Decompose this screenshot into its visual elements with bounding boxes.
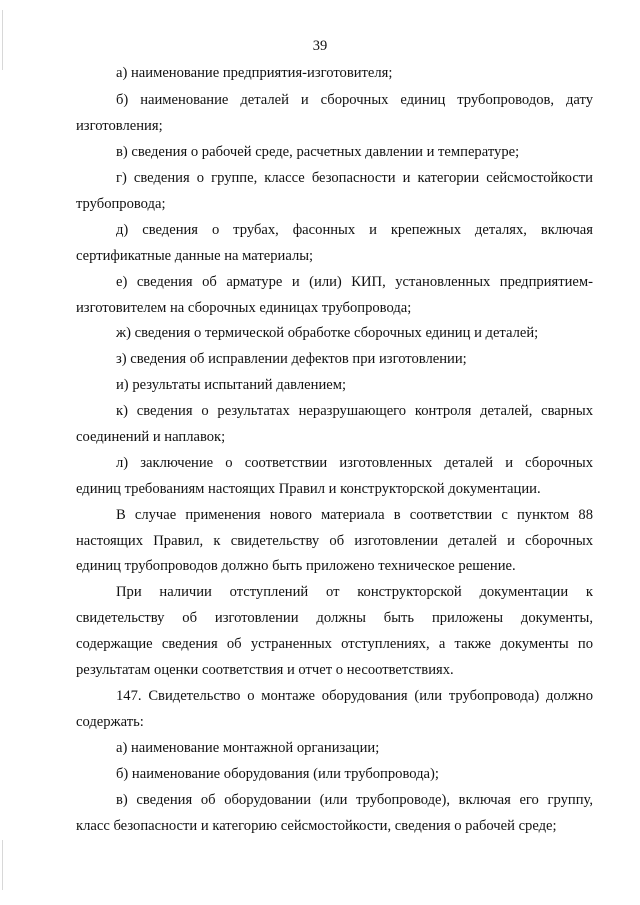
text-line: содержащие сведения об устраненных отступлениях, а также документы по — [76, 636, 593, 652]
text-line: д) сведения о трубах, фасонных и крепежных деталях, включая — [116, 222, 593, 238]
text-line: г) сведения о группе, классе безопасности и категории сейсмостойкости — [116, 170, 593, 186]
text-line: а) наименование предприятия-изготовителя; — [116, 65, 393, 81]
text-line: свидетельству об изготовлении должны быть приложены документы, — [76, 610, 593, 626]
text-line: 147. Свидетельство о монтаже оборудования (или трубопровода) должно — [116, 688, 593, 704]
text-line: е) сведения об арматуре и (или) КИП, установленных предприятием- — [116, 274, 593, 290]
text-line: сертификатные данные на материалы; — [76, 248, 314, 264]
text-line: результатам оценки соответствия и отчет о несоответствиях. — [76, 662, 454, 678]
text-line: изготовителем на сборочных единицах трубопровода; — [76, 300, 412, 316]
text-line: изготовления; — [76, 118, 163, 134]
text-line: б) наименование деталей и сборочных единиц трубопроводов, дату — [116, 92, 593, 108]
text-line: к) сведения о результатах неразрушающего контроля деталей, сварных — [116, 403, 593, 419]
text-line: содержать: — [76, 714, 144, 730]
text-line: настоящих Правил, к свидетельству об изготовлении деталей и сборочных — [76, 533, 593, 549]
text-line: в) сведения об оборудовании (или трубопроводе), включая его группу, — [116, 792, 593, 808]
text-line: трубопровода; — [76, 196, 166, 212]
scan-margin-line — [2, 840, 3, 890]
text-line: б) наименование оборудования (или трубопровода); — [116, 766, 439, 782]
text-line: а) наименование монтажной организации; — [116, 740, 380, 756]
text-line: соединений и наплавок; — [76, 429, 226, 445]
text-line: ж) сведения о термической обработке сборочных единиц и деталей; — [116, 325, 539, 341]
text-line: з) сведения об исправлении дефектов при изготовлении; — [116, 351, 467, 367]
page-number: 39 — [312, 38, 328, 54]
text-line: При наличии отступлений от конструкторской документации к — [116, 584, 593, 600]
text-line: единиц требованиям настоящих Правил и конструкторской документации. — [76, 481, 541, 497]
text-line: единиц трубопроводов должно быть приложено техническое решение. — [76, 558, 516, 574]
text-line: класс безопасности и категорию сейсмостойкости, сведения о рабочей среде; — [76, 818, 557, 834]
text-line: в) сведения о рабочей среде, расчетных давлении и температуре; — [116, 144, 520, 160]
text-line: и) результаты испытаний давлением; — [116, 377, 347, 393]
text-line: л) заключение о соответствии изготовленных деталей и сборочных — [116, 455, 593, 471]
text-line: В случае применения нового материала в соответствии с пунктом 88 — [116, 507, 593, 523]
